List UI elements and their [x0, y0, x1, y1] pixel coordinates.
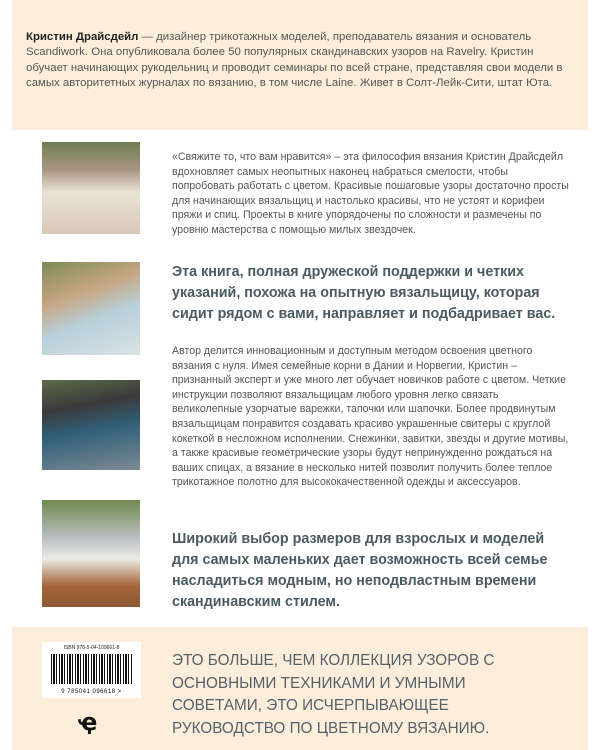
ean-number: 9 785041 096618 > — [61, 689, 122, 695]
slogan: ЭТО БОЛЬШЕ, ЧЕМ КОЛЛЕКЦИЯ УЗОРОВ С ОСНОВНЫМИ ТЕХНИКАМИ И УМНЫМИ СОВЕТАМИ, ЭТО ИСЧЕРПЫВАЮЩЕЕ РУКОВОДСТВО ПО ЦВЕТНОМУ ВЯЗАНИЮ. — [172, 652, 495, 737]
description-paragraph-2: Автор делится инновационным и доступным методом освоения цветного вязания с нуля. Имея семейные корни в Дании и Норвегии, Кристин – признанный эксперт и уже много лет обучает новичков работе с цветом. Четкие инструкции позволяют вязальщицам любого уровня легко связать великолепные узорчатые варежки, тапочки или шапочки. Более продвинутым вязальщицам понравится создавать красиво украшенные свитеры с круглой кокеткой в несложном исполнении. Снежинки, завитки, звезды и другие мотивы, а также красивые геометрические узоры будут непринужденно рождаться на ваших спицах, а вязание в несколько нитей позволит получить более теплое трикотажное полотно для высококачественной одежды и аксессуаров. — [172, 345, 569, 489]
highlight-quote-1: Эта книга, полная дружеской поддержки и четких указаний, похожа на опытную вязальщицу, которая сидит рядом с вами, направляет и подбадривает вас. — [172, 264, 556, 322]
publisher-logo-icon: ҿ — [78, 708, 98, 736]
barcode-bars — [51, 654, 133, 684]
photo-man-scarf — [42, 380, 140, 470]
isbn-text: ISBN 978-5-04-109661-8 — [63, 645, 120, 651]
photo-woman-sweater — [42, 142, 140, 234]
author-name: Кристин Драйсдейл — [26, 31, 139, 43]
highlight-quote-2: Широкий выбор размеров для взрослых и моделей для самых маленьких дает возможность всей семье насладиться модным, но неподвластным времени скандинавским стилем. — [172, 531, 548, 610]
description-paragraph-1: «Свяжите то, что вам нравится» – эта философия вязания Кристин Драйсдейл вдохновляет самых неопытных наконец набраться смелости, чтобы попробовать работать с цветом. Красивые пошаговые узоры достаточно просты для начинающих вязальщиц и настолько красивы, что не устоят и корифеи пряжи и спиц. Проекты в книге упорядочены по сложности и размечены по уровню мастерства с помощью милых звездочек. — [172, 151, 569, 236]
author-bio-text: — дизайнер трикотажных моделей, преподаватель вязания и основатель Scandiwork. Она опубликовала более 50 популярных скандинавских узоров на Ravelry. Кристин обучает начинающих рукодельниц и проводит семинары по всей стране, представляя свои модели в самых авторитетных журналах по вязанию, в том числе Laine. Живет в Солт-Лейк-Сити, штат Юта. — [26, 31, 563, 90]
photo-mittens-basket — [42, 500, 140, 607]
author-bio-box — [12, 0, 588, 130]
author-bio — [26, 30, 571, 92]
barcode — [42, 642, 141, 698]
photo-woman-mittens — [42, 262, 140, 355]
